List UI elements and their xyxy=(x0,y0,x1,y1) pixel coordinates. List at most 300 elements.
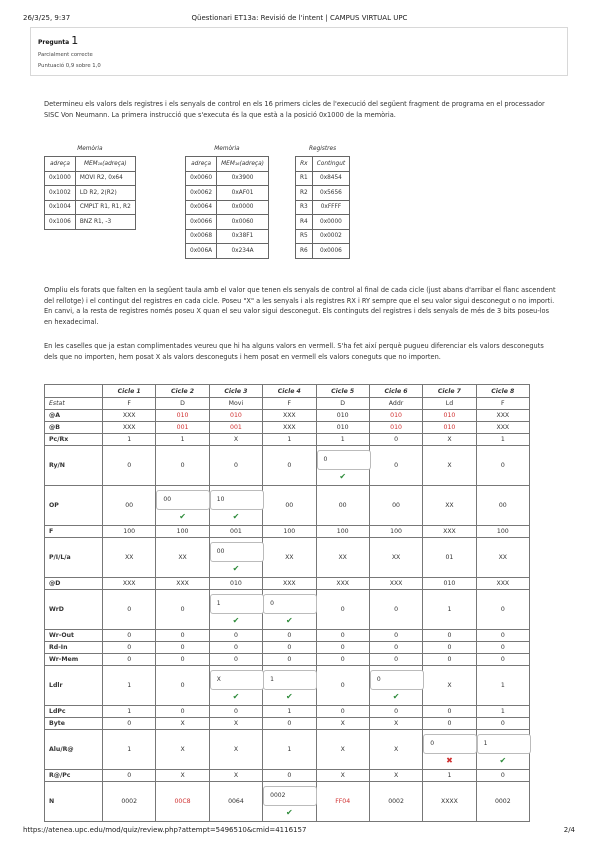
cell xyxy=(263,538,316,578)
cell-address: 0x0060 xyxy=(186,171,217,186)
cycle-header: Cicle 8 xyxy=(476,385,529,398)
cell-value: 0xAF01 xyxy=(217,186,269,201)
correct-check-icon: ✔ xyxy=(285,808,293,817)
cell-value: 0 xyxy=(340,708,345,715)
cell xyxy=(423,446,476,486)
answer-input[interactable]: 10 xyxy=(210,490,264,510)
cell-value: 0x0002 xyxy=(312,229,349,244)
answer-input[interactable]: 00 xyxy=(210,542,264,562)
cell-value: 010 xyxy=(443,412,456,419)
cell-value: 0 xyxy=(287,644,292,651)
cell-value: X xyxy=(393,772,399,779)
cycle-header: Cicle 5 xyxy=(316,385,369,398)
cell-value: 010 xyxy=(443,580,456,587)
row-label: Rd-In xyxy=(45,642,103,654)
table-row xyxy=(45,578,530,590)
cell xyxy=(476,642,529,654)
cell xyxy=(423,666,476,706)
cell-value: 00C8 xyxy=(174,798,191,805)
cell xyxy=(369,538,422,578)
cell-value: 001 xyxy=(176,424,189,431)
cell-value: 0 xyxy=(233,656,238,663)
intro-text: Determineu els valors dels registres i els senyals de control en els 16 primers cicles de l'execució del següent fragment de programa en el processador SISC Von Neumann. La primera instrucció que s'executa és la que està a la posició 0x1000 de la memòria. xyxy=(44,100,545,119)
cell xyxy=(209,578,262,590)
cell xyxy=(156,630,209,642)
cell-value: F xyxy=(127,400,131,407)
cell xyxy=(209,422,262,434)
cell xyxy=(369,526,422,538)
cell-value: 1 xyxy=(447,772,452,779)
cell-value: 1 xyxy=(287,746,292,753)
cell xyxy=(156,434,209,446)
cell-value: XXX xyxy=(282,580,296,587)
cell-value: 0 xyxy=(500,462,505,469)
correct-check-icon: ✔ xyxy=(232,564,240,573)
cell xyxy=(209,782,262,822)
row-label: R@/Pc xyxy=(45,770,103,782)
cell-value: 0xFFFF xyxy=(312,200,349,215)
cell xyxy=(156,398,209,410)
cell-address: 0x006A xyxy=(186,244,217,259)
answer-input[interactable]: 0002 xyxy=(263,786,317,806)
cell-value: 0 xyxy=(180,656,185,663)
cell-value: 0 xyxy=(233,462,238,469)
cell xyxy=(263,398,316,410)
cell xyxy=(476,486,529,526)
cell xyxy=(316,718,369,730)
cell-address: R2 xyxy=(296,186,313,201)
table-row xyxy=(45,706,530,718)
cell xyxy=(476,782,529,822)
memory-table-1 xyxy=(44,142,136,230)
cell xyxy=(156,654,209,666)
answer-input[interactable]: 1 xyxy=(263,670,317,690)
answer-input[interactable]: 1 xyxy=(477,734,531,754)
cell-value: X xyxy=(340,720,345,727)
cell xyxy=(103,526,156,538)
cell-value: 0 xyxy=(500,772,505,779)
cell xyxy=(103,434,156,446)
cell xyxy=(423,538,476,578)
cell-value: 0 xyxy=(394,708,399,715)
column-header: Contingut xyxy=(312,157,349,172)
cell xyxy=(103,654,156,666)
cell-value: 0 xyxy=(180,682,185,689)
cell-value: 1 xyxy=(500,708,505,715)
cycles-table xyxy=(44,384,530,822)
question-number-value: 1 xyxy=(71,34,79,47)
corner-cell xyxy=(45,385,103,398)
cell xyxy=(209,730,262,770)
table-row xyxy=(45,398,530,410)
cell-value: X xyxy=(340,746,345,753)
cell-value: 0 xyxy=(447,720,452,727)
cycle-header: Cicle 3 xyxy=(209,385,262,398)
table-row xyxy=(45,782,530,822)
cell xyxy=(156,422,209,434)
cell xyxy=(476,410,529,422)
cell-value: 0 xyxy=(340,644,345,651)
cell xyxy=(369,630,422,642)
cell-value: 0 xyxy=(394,632,399,639)
page-title: Qüestionari ET13a: Revisió de l'intent | CAMPUS VIRTUAL UPC xyxy=(191,14,408,22)
cell xyxy=(263,578,316,590)
table-row xyxy=(45,486,530,526)
cell-value: X xyxy=(180,720,185,727)
cell-value: 0x234A xyxy=(217,244,269,259)
cell xyxy=(209,718,262,730)
cell-value: 00 xyxy=(125,502,134,509)
cell xyxy=(263,770,316,782)
cell xyxy=(156,706,209,718)
cell-value: 1 xyxy=(500,436,505,443)
cell xyxy=(263,446,316,486)
cell-address: 0x0068 xyxy=(186,229,217,244)
cell-value: 0 xyxy=(394,656,399,663)
column-header: adreça xyxy=(45,157,76,172)
table-row xyxy=(186,229,269,244)
cell xyxy=(209,706,262,718)
cell-value: X xyxy=(233,720,239,727)
cell-value: D xyxy=(340,400,346,407)
cell xyxy=(369,654,422,666)
table-row xyxy=(296,171,350,186)
cell xyxy=(369,770,422,782)
cell-value: 0 xyxy=(340,632,345,639)
cell-value: 1 xyxy=(127,708,132,715)
cell xyxy=(209,630,262,642)
cell-value: 0 xyxy=(340,682,345,689)
cell-address: 0x1000 xyxy=(45,171,76,186)
cycle-header: Cicle 2 xyxy=(156,385,209,398)
note-text: En les caselles que ja estan complimentades veureu que hi ha alguns valors en vermell. S'ha fet així perquè pugueu diferenciar els valors desconeguts dels que no importen, hem posat X als valors desconeguts i hem posat en vermell els valors coneguts que no importen. xyxy=(44,342,544,361)
question-status: Parcialment correcte xyxy=(38,52,93,58)
cell-value: 0 xyxy=(287,656,292,663)
cell-value: XXXX xyxy=(440,798,458,805)
cell xyxy=(369,718,422,730)
memory-table-2 xyxy=(185,142,269,259)
cell-value: 0x5656 xyxy=(312,186,349,201)
cell xyxy=(263,590,316,630)
answer-input[interactable]: 0 xyxy=(317,450,371,470)
row-label: Wr-Mem xyxy=(45,654,103,666)
cell xyxy=(476,434,529,446)
cell xyxy=(423,398,476,410)
cell-address: 0x0064 xyxy=(186,200,217,215)
cell xyxy=(423,422,476,434)
cell-value: 0 xyxy=(127,656,132,663)
cell-value: F xyxy=(287,400,292,407)
cell-value: 0 xyxy=(287,632,292,639)
cell xyxy=(316,770,369,782)
cell xyxy=(209,654,262,666)
row-label: P/I/L/a xyxy=(45,538,103,578)
cell-value: 100 xyxy=(390,528,402,535)
answer-input[interactable]: 0 xyxy=(423,734,477,754)
correct-check-icon: ✔ xyxy=(179,512,186,521)
cell-value: 0 xyxy=(394,436,399,443)
cell-value: 100 xyxy=(176,528,189,535)
cycle-header: Cicle 6 xyxy=(369,385,422,398)
cell xyxy=(423,642,476,654)
cell xyxy=(369,666,422,706)
cell-value: XXX xyxy=(282,412,296,419)
cell-value: XXX xyxy=(496,412,510,419)
cell xyxy=(316,730,369,770)
cell-value: 0x8454 xyxy=(312,171,349,186)
cell xyxy=(369,422,422,434)
cell-value: CMPLT R1, R1, R2 xyxy=(75,200,135,215)
cell-value: 1 xyxy=(340,436,345,443)
table-row xyxy=(296,244,350,259)
cell-value: BNZ R1, -3 xyxy=(75,215,135,230)
print-datetime: 26/3/25, 9:37 xyxy=(23,14,71,22)
cell xyxy=(156,538,209,578)
cell xyxy=(209,398,262,410)
table-row xyxy=(45,630,530,642)
table-caption: Memòria xyxy=(45,142,136,157)
cell-value: XXX xyxy=(496,580,510,587)
cell xyxy=(316,434,369,446)
cell xyxy=(423,486,476,526)
cell xyxy=(156,642,209,654)
cell xyxy=(369,730,422,770)
cell-value: 00 xyxy=(285,502,294,509)
cell-value: XXX xyxy=(122,412,136,419)
cell-value: 0 xyxy=(447,708,452,715)
cell-value: XXX xyxy=(282,424,296,431)
row-label: Pc/Rx xyxy=(45,434,103,446)
row-label: N xyxy=(45,782,103,822)
cell xyxy=(423,730,476,770)
cell xyxy=(263,642,316,654)
cell xyxy=(369,782,422,822)
cell xyxy=(103,630,156,642)
question-score: Puntuació 0,9 sobre 1,0 xyxy=(38,63,101,69)
cell-value: 010 xyxy=(390,412,402,419)
registers-table xyxy=(295,142,350,259)
cell xyxy=(209,410,262,422)
cell xyxy=(263,422,316,434)
cell xyxy=(316,446,369,486)
cell xyxy=(476,770,529,782)
cell xyxy=(423,630,476,642)
cell xyxy=(316,782,369,822)
table-row xyxy=(186,186,269,201)
table-row xyxy=(45,590,530,630)
cell-value: Movi xyxy=(228,400,244,407)
cell xyxy=(476,630,529,642)
cell-value: D xyxy=(180,400,185,407)
cell xyxy=(103,486,156,526)
correct-check-icon: ✔ xyxy=(392,692,400,701)
cell-value: XX xyxy=(285,554,294,561)
cell xyxy=(103,718,156,730)
cell-value: 00 xyxy=(498,502,507,509)
cell xyxy=(209,526,262,538)
cell xyxy=(476,706,529,718)
answer-input[interactable]: 0 xyxy=(263,594,317,614)
cell xyxy=(316,578,369,590)
cell xyxy=(476,590,529,630)
table-row xyxy=(45,526,530,538)
cell xyxy=(423,706,476,718)
column-header: MEM₁₆(adreça) xyxy=(75,157,135,172)
answer-input[interactable]: X xyxy=(210,670,264,690)
cell-value: 0x3900 xyxy=(217,171,269,186)
cell xyxy=(423,782,476,822)
cell xyxy=(156,770,209,782)
table-row xyxy=(45,215,136,230)
table-row xyxy=(45,434,530,446)
cell xyxy=(263,730,316,770)
table-row xyxy=(45,186,136,201)
cell xyxy=(423,590,476,630)
cell xyxy=(103,642,156,654)
cell xyxy=(369,706,422,718)
table-row xyxy=(296,229,350,244)
cell xyxy=(423,410,476,422)
table-row xyxy=(186,171,269,186)
cell xyxy=(423,526,476,538)
cycle-header: Cicle 1 xyxy=(103,385,156,398)
cell-value: 1 xyxy=(287,436,292,443)
answer-input[interactable]: 1 xyxy=(210,594,264,614)
cell-value: 0 xyxy=(180,644,185,651)
table-row xyxy=(45,642,530,654)
cell-value: X xyxy=(393,720,399,727)
cell-value: 010 xyxy=(230,580,242,587)
cell-value: X xyxy=(180,746,185,753)
row-label: Estat xyxy=(45,398,103,410)
cell-value: 00 xyxy=(392,502,400,509)
correct-check-icon: ✔ xyxy=(339,472,347,481)
cell-value: XX xyxy=(498,554,508,561)
row-label: Byte xyxy=(45,718,103,730)
cell xyxy=(103,706,156,718)
cell xyxy=(103,410,156,422)
row-label: @A xyxy=(45,410,103,422)
table-row xyxy=(45,654,530,666)
cell xyxy=(476,526,529,538)
answer-input[interactable]: 00 xyxy=(156,490,210,510)
row-label: LdPc xyxy=(45,706,103,718)
cell xyxy=(316,630,369,642)
cell xyxy=(369,446,422,486)
cell xyxy=(156,666,209,706)
cell xyxy=(103,422,156,434)
cell-value: 0 xyxy=(127,720,132,727)
cell xyxy=(263,718,316,730)
cell xyxy=(209,770,262,782)
table-row xyxy=(45,666,530,706)
cell xyxy=(316,486,369,526)
cell-value: XXX xyxy=(336,580,350,587)
cell-address: 0x0066 xyxy=(186,215,217,230)
table-row xyxy=(296,186,350,201)
row-label: @B xyxy=(45,422,103,434)
cell xyxy=(156,782,209,822)
cell-value: XX xyxy=(178,554,187,561)
cell-value: 0 xyxy=(127,632,132,639)
table-row xyxy=(45,730,530,770)
cell-value: 1 xyxy=(500,682,505,689)
cell xyxy=(316,526,369,538)
cell-value: 1 xyxy=(447,606,452,613)
cell-value: 010 xyxy=(443,424,456,431)
cell xyxy=(209,446,262,486)
cell-value: 0 xyxy=(340,606,345,613)
cell xyxy=(476,730,529,770)
row-label: Ry/N xyxy=(45,446,103,486)
table-row xyxy=(296,215,350,230)
cell-value: LD R2, 2(R2) xyxy=(75,186,135,201)
table-row xyxy=(186,200,269,215)
table-row xyxy=(45,200,136,215)
cell-value: 0x38F1 xyxy=(217,229,269,244)
cell-value: 0 xyxy=(500,632,505,639)
cell xyxy=(476,422,529,434)
cell xyxy=(476,398,529,410)
table-row xyxy=(186,244,269,259)
cell-value: 1 xyxy=(287,708,292,715)
cell-value: 0x0000 xyxy=(312,215,349,230)
cell-value: 010 xyxy=(336,412,349,419)
cell xyxy=(316,410,369,422)
table-caption: Registres xyxy=(296,142,350,157)
cell xyxy=(103,398,156,410)
cell-value: 0 xyxy=(180,632,185,639)
cell-value: 0 xyxy=(127,606,132,613)
header-row xyxy=(45,385,530,398)
cell xyxy=(476,538,529,578)
cell-address: R5 xyxy=(296,229,313,244)
cell-value: XX xyxy=(391,554,401,561)
cell xyxy=(103,730,156,770)
cell xyxy=(316,538,369,578)
cell xyxy=(476,654,529,666)
answer-input[interactable]: 0 xyxy=(370,670,424,690)
cell-value: 001 xyxy=(230,528,242,535)
cell xyxy=(209,642,262,654)
cell-value: 0 xyxy=(127,772,132,779)
cell-value: 0 xyxy=(180,606,185,613)
cell-address: 0x0062 xyxy=(186,186,217,201)
cell-value: XXX xyxy=(122,424,136,431)
cell-value: 0064 xyxy=(228,798,244,805)
cell xyxy=(316,422,369,434)
column-header: adreça xyxy=(186,157,217,172)
cell xyxy=(476,578,529,590)
cell xyxy=(103,578,156,590)
cell xyxy=(423,654,476,666)
cell xyxy=(156,526,209,538)
cell-value: 0 xyxy=(180,708,185,715)
cell xyxy=(369,578,422,590)
cell-value: X xyxy=(233,436,239,443)
cell-value: 0 xyxy=(127,644,132,651)
cell-value: 0002 xyxy=(494,798,511,805)
cell-value: 0 xyxy=(500,644,505,651)
cell-value: FF04 xyxy=(335,798,351,805)
cell xyxy=(209,434,262,446)
cell xyxy=(103,782,156,822)
row-label: Ldlr xyxy=(45,666,103,706)
cell xyxy=(316,590,369,630)
cell-value: 0 xyxy=(500,656,505,663)
cell xyxy=(316,398,369,410)
cell-value: X xyxy=(340,772,345,779)
